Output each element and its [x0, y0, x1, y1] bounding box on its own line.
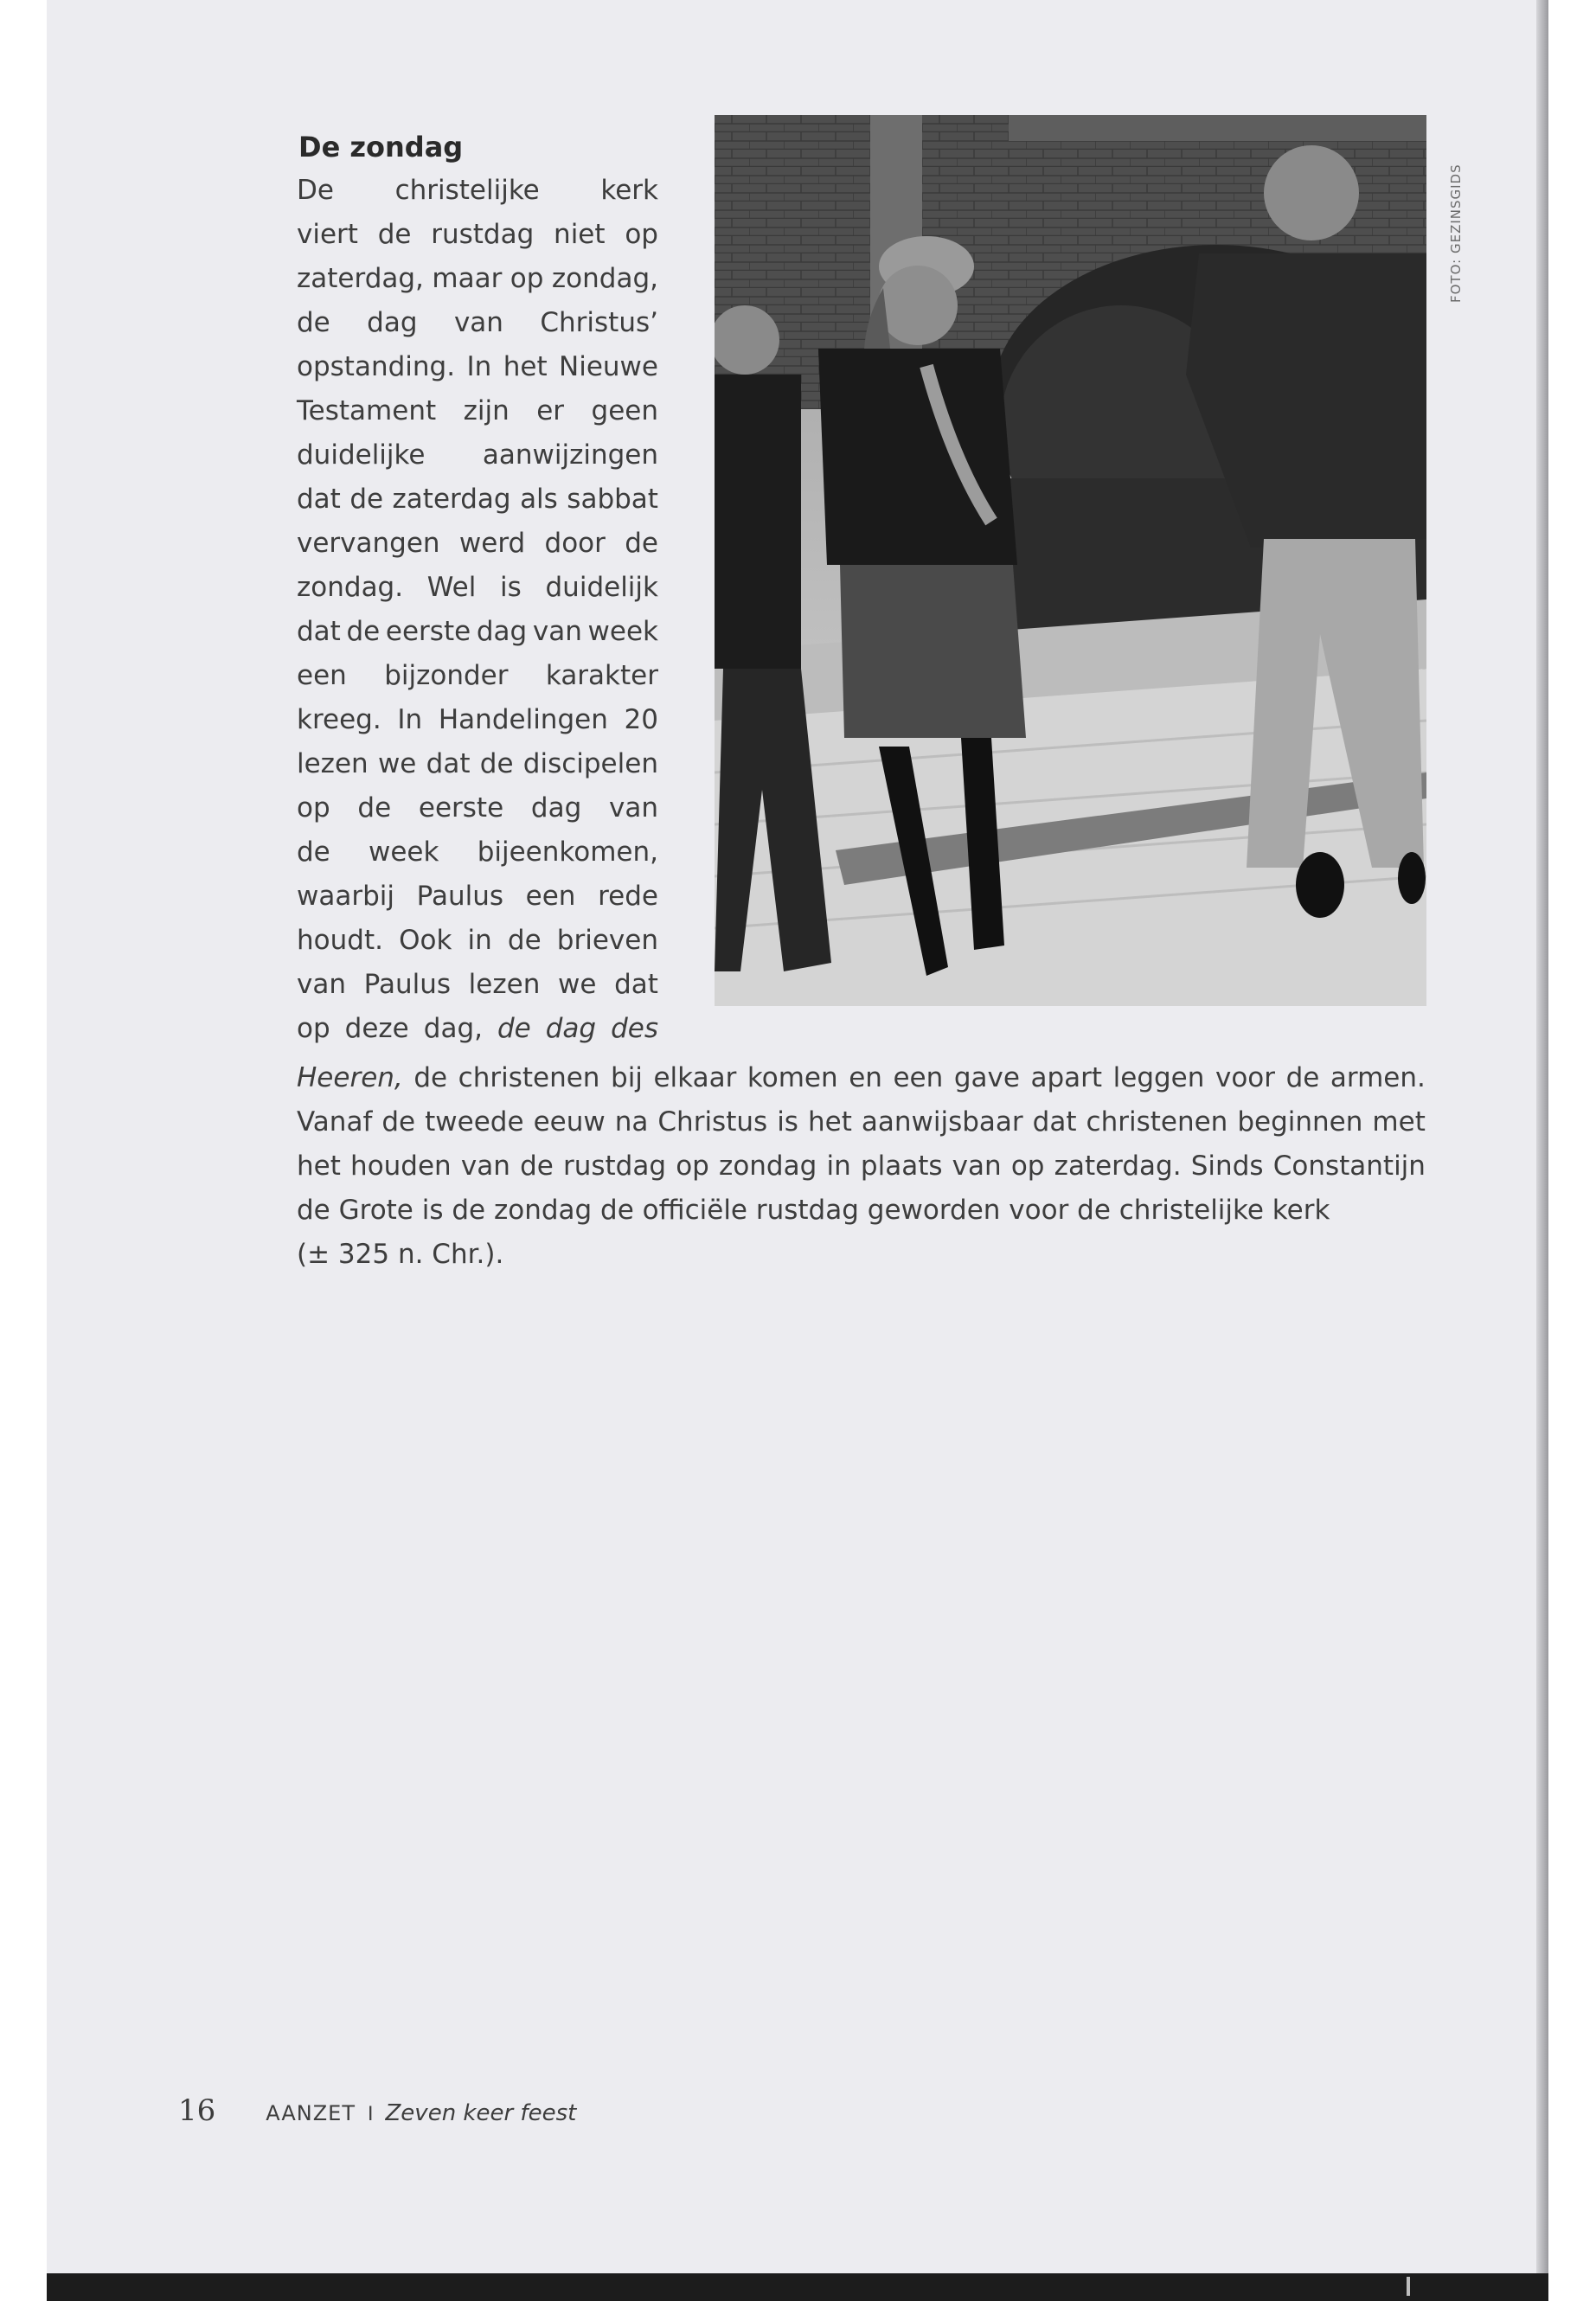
word: houdt.: [297, 925, 383, 956]
text-line: [297, 1007, 658, 1051]
word: de: [479, 748, 514, 779]
word: duidelijk: [545, 572, 658, 603]
word: is: [777, 1106, 798, 1138]
text-line: [297, 1056, 1426, 1100]
word: een: [893, 1062, 944, 1093]
word: de: [1285, 1062, 1320, 1093]
word: de: [413, 1062, 448, 1093]
text-line: [297, 919, 658, 963]
text-line: [297, 1233, 1426, 1277]
word: Paulus: [363, 969, 452, 1000]
word: Heeren,: [297, 1062, 403, 1093]
word: plaats: [860, 1150, 943, 1182]
word: duidelijke: [297, 439, 426, 471]
text-line: [297, 786, 658, 830]
word: na: [614, 1106, 649, 1138]
word: op: [297, 792, 330, 824]
word: rustdag: [431, 219, 535, 250]
word: de: [507, 925, 542, 956]
word: van: [952, 1150, 1002, 1182]
word: zondag: [719, 1150, 817, 1182]
word: werd: [458, 528, 526, 559]
word: dag,: [423, 1013, 483, 1044]
word: Handelingen: [438, 704, 608, 735]
word: In: [466, 351, 492, 382]
text-line: [297, 963, 658, 1007]
word: Ook: [399, 925, 452, 956]
word: brieven: [556, 925, 658, 956]
word: aanwijsbaar: [861, 1106, 1023, 1138]
text-line: [297, 610, 658, 654]
word: dat: [297, 484, 341, 515]
word: de: [357, 792, 392, 824]
text-line: [297, 698, 658, 742]
journal-name: AANZET: [266, 2101, 356, 2125]
word: is: [500, 572, 522, 603]
word: we: [377, 748, 417, 779]
word: De: [297, 175, 334, 206]
word: lezen: [297, 748, 369, 779]
word: sabbat: [567, 484, 658, 515]
word: de: [381, 1106, 416, 1138]
word: beginnen: [1237, 1106, 1363, 1138]
word: van: [460, 1150, 510, 1182]
word: Sinds: [1190, 1150, 1264, 1182]
word: Constantijn: [1272, 1150, 1426, 1182]
word: op: [297, 1013, 330, 1044]
word: houden: [350, 1150, 452, 1182]
text-line: [297, 1189, 1426, 1233]
word: maar: [432, 263, 503, 294]
word: gave: [953, 1062, 1020, 1093]
text-line: [297, 478, 658, 522]
scan-margin-right: [1548, 0, 1596, 2301]
word: leggen: [1112, 1062, 1205, 1093]
word: dag: [545, 1013, 597, 1044]
body-text-wide-column: [297, 1056, 1426, 1277]
word: dag: [530, 792, 582, 824]
text-line: [297, 742, 658, 786]
word: en: [849, 1062, 882, 1093]
word: rustdag: [562, 1150, 667, 1182]
word: bij: [611, 1062, 643, 1093]
word: zaterdag: [392, 484, 511, 515]
word: tweede: [425, 1106, 524, 1138]
word: zondag,: [551, 263, 658, 294]
scan-bottom-band: [47, 2273, 1548, 2301]
word: week: [587, 616, 658, 647]
text-line: [297, 213, 658, 257]
word: dat: [297, 616, 341, 647]
word: Christus’: [540, 307, 658, 338]
word: er: [536, 395, 565, 426]
word: elkaar: [653, 1062, 737, 1093]
section-heading: De zondag: [298, 131, 464, 163]
word: van: [608, 792, 658, 824]
text-line: [297, 169, 658, 213]
word: karakter: [545, 660, 658, 691]
photo-people-walking: [715, 115, 1426, 1006]
word: In: [397, 704, 423, 735]
text-line: [297, 301, 658, 345]
word: de: [625, 528, 658, 559]
word: Paulus: [416, 881, 503, 912]
word: een: [297, 660, 347, 691]
word: viert: [297, 219, 358, 250]
word: armen.: [1330, 1062, 1426, 1093]
word: aanwijzingen: [482, 439, 658, 471]
word: des: [611, 1013, 658, 1044]
word: het: [503, 351, 548, 382]
word: christenen: [1086, 1106, 1228, 1138]
word: een: [525, 881, 576, 912]
body-text-narrow-column: [297, 169, 658, 1051]
text-line: [297, 433, 658, 478]
text-line: [297, 257, 658, 301]
word: Nieuwe: [559, 351, 658, 382]
scan-margin-left: [0, 0, 47, 2301]
word: zijn: [463, 395, 510, 426]
word: eeuw: [533, 1106, 606, 1138]
word: Christus: [657, 1106, 768, 1138]
word: rede: [598, 881, 658, 912]
word: de: [346, 616, 381, 647]
word: de: [349, 484, 384, 515]
word: het: [297, 1150, 341, 1182]
word: dat: [1032, 1106, 1077, 1138]
line-text: de Grote is de zondag de officiële rustdag geworden voor de christelijke kerk: [297, 1195, 1330, 1226]
text-line: [297, 875, 658, 919]
word: op: [676, 1150, 709, 1182]
word: zondag.: [297, 572, 404, 603]
photo-image: [715, 115, 1426, 1006]
word: van: [297, 969, 346, 1000]
scan-mark: [1407, 2277, 1410, 2296]
word: bijeenkomen,: [477, 836, 658, 868]
word: eerste: [385, 616, 471, 647]
word: het: [807, 1106, 852, 1138]
word: komen: [747, 1062, 838, 1093]
word: 20: [624, 704, 658, 735]
page-number: 16: [178, 2093, 216, 2128]
text-line: [297, 389, 658, 433]
footer-separator: I: [368, 2104, 374, 2125]
word: op: [510, 263, 544, 294]
text-line: [297, 830, 658, 875]
line-text: (± 325 n. Chr.).: [297, 1239, 504, 1270]
word: de: [520, 1150, 554, 1182]
word: de: [297, 836, 330, 868]
word: kerk: [600, 175, 658, 206]
word: geen: [591, 395, 658, 426]
word: in: [467, 925, 492, 956]
word: bijzonder: [384, 660, 509, 691]
text-line: [297, 345, 658, 389]
page-fold-shadow: [1536, 0, 1548, 2273]
word: vervangen: [297, 528, 440, 559]
word: voor: [1215, 1062, 1275, 1093]
word: dat: [426, 748, 471, 779]
word: op: [625, 219, 658, 250]
word: in: [826, 1150, 851, 1182]
word: de: [377, 219, 412, 250]
word: de: [497, 1013, 531, 1044]
text-line: [297, 522, 658, 566]
word: niet: [554, 219, 606, 250]
word: christenen: [458, 1062, 600, 1093]
word: apart: [1030, 1062, 1103, 1093]
word: Wel: [426, 572, 477, 603]
text-line: [297, 1100, 1426, 1144]
word: van: [532, 616, 582, 647]
word: christelijke: [394, 175, 540, 206]
text-line: [297, 566, 658, 610]
word: Testament: [297, 395, 437, 426]
word: met: [1372, 1106, 1426, 1138]
word: kreeg.: [297, 704, 381, 735]
text-line: [297, 1144, 1426, 1189]
word: deze: [344, 1013, 409, 1044]
page-footer: [178, 2093, 576, 2131]
word: dag: [367, 307, 418, 338]
word: discipelen: [522, 748, 658, 779]
word: opstanding.: [297, 351, 456, 382]
word: dag: [476, 616, 528, 647]
word: zaterdag,: [297, 263, 424, 294]
word: dat: [614, 969, 658, 1000]
word: de: [297, 307, 330, 338]
word: eerste: [418, 792, 504, 824]
word: Vanaf: [297, 1106, 373, 1138]
text-line: [297, 654, 658, 698]
photo-credit: FOTO: GEZINSGIDS: [1448, 163, 1464, 303]
word: door: [544, 528, 606, 559]
word: op: [1010, 1150, 1045, 1182]
word: week: [369, 836, 439, 868]
word: we: [558, 969, 597, 1000]
word: als: [520, 484, 558, 515]
word: van: [453, 307, 503, 338]
word: lezen: [468, 969, 541, 1000]
word: zaterdag.: [1054, 1150, 1182, 1182]
issue-title: Zeven keer feest: [385, 2100, 577, 2126]
word: waarbij: [297, 881, 394, 912]
